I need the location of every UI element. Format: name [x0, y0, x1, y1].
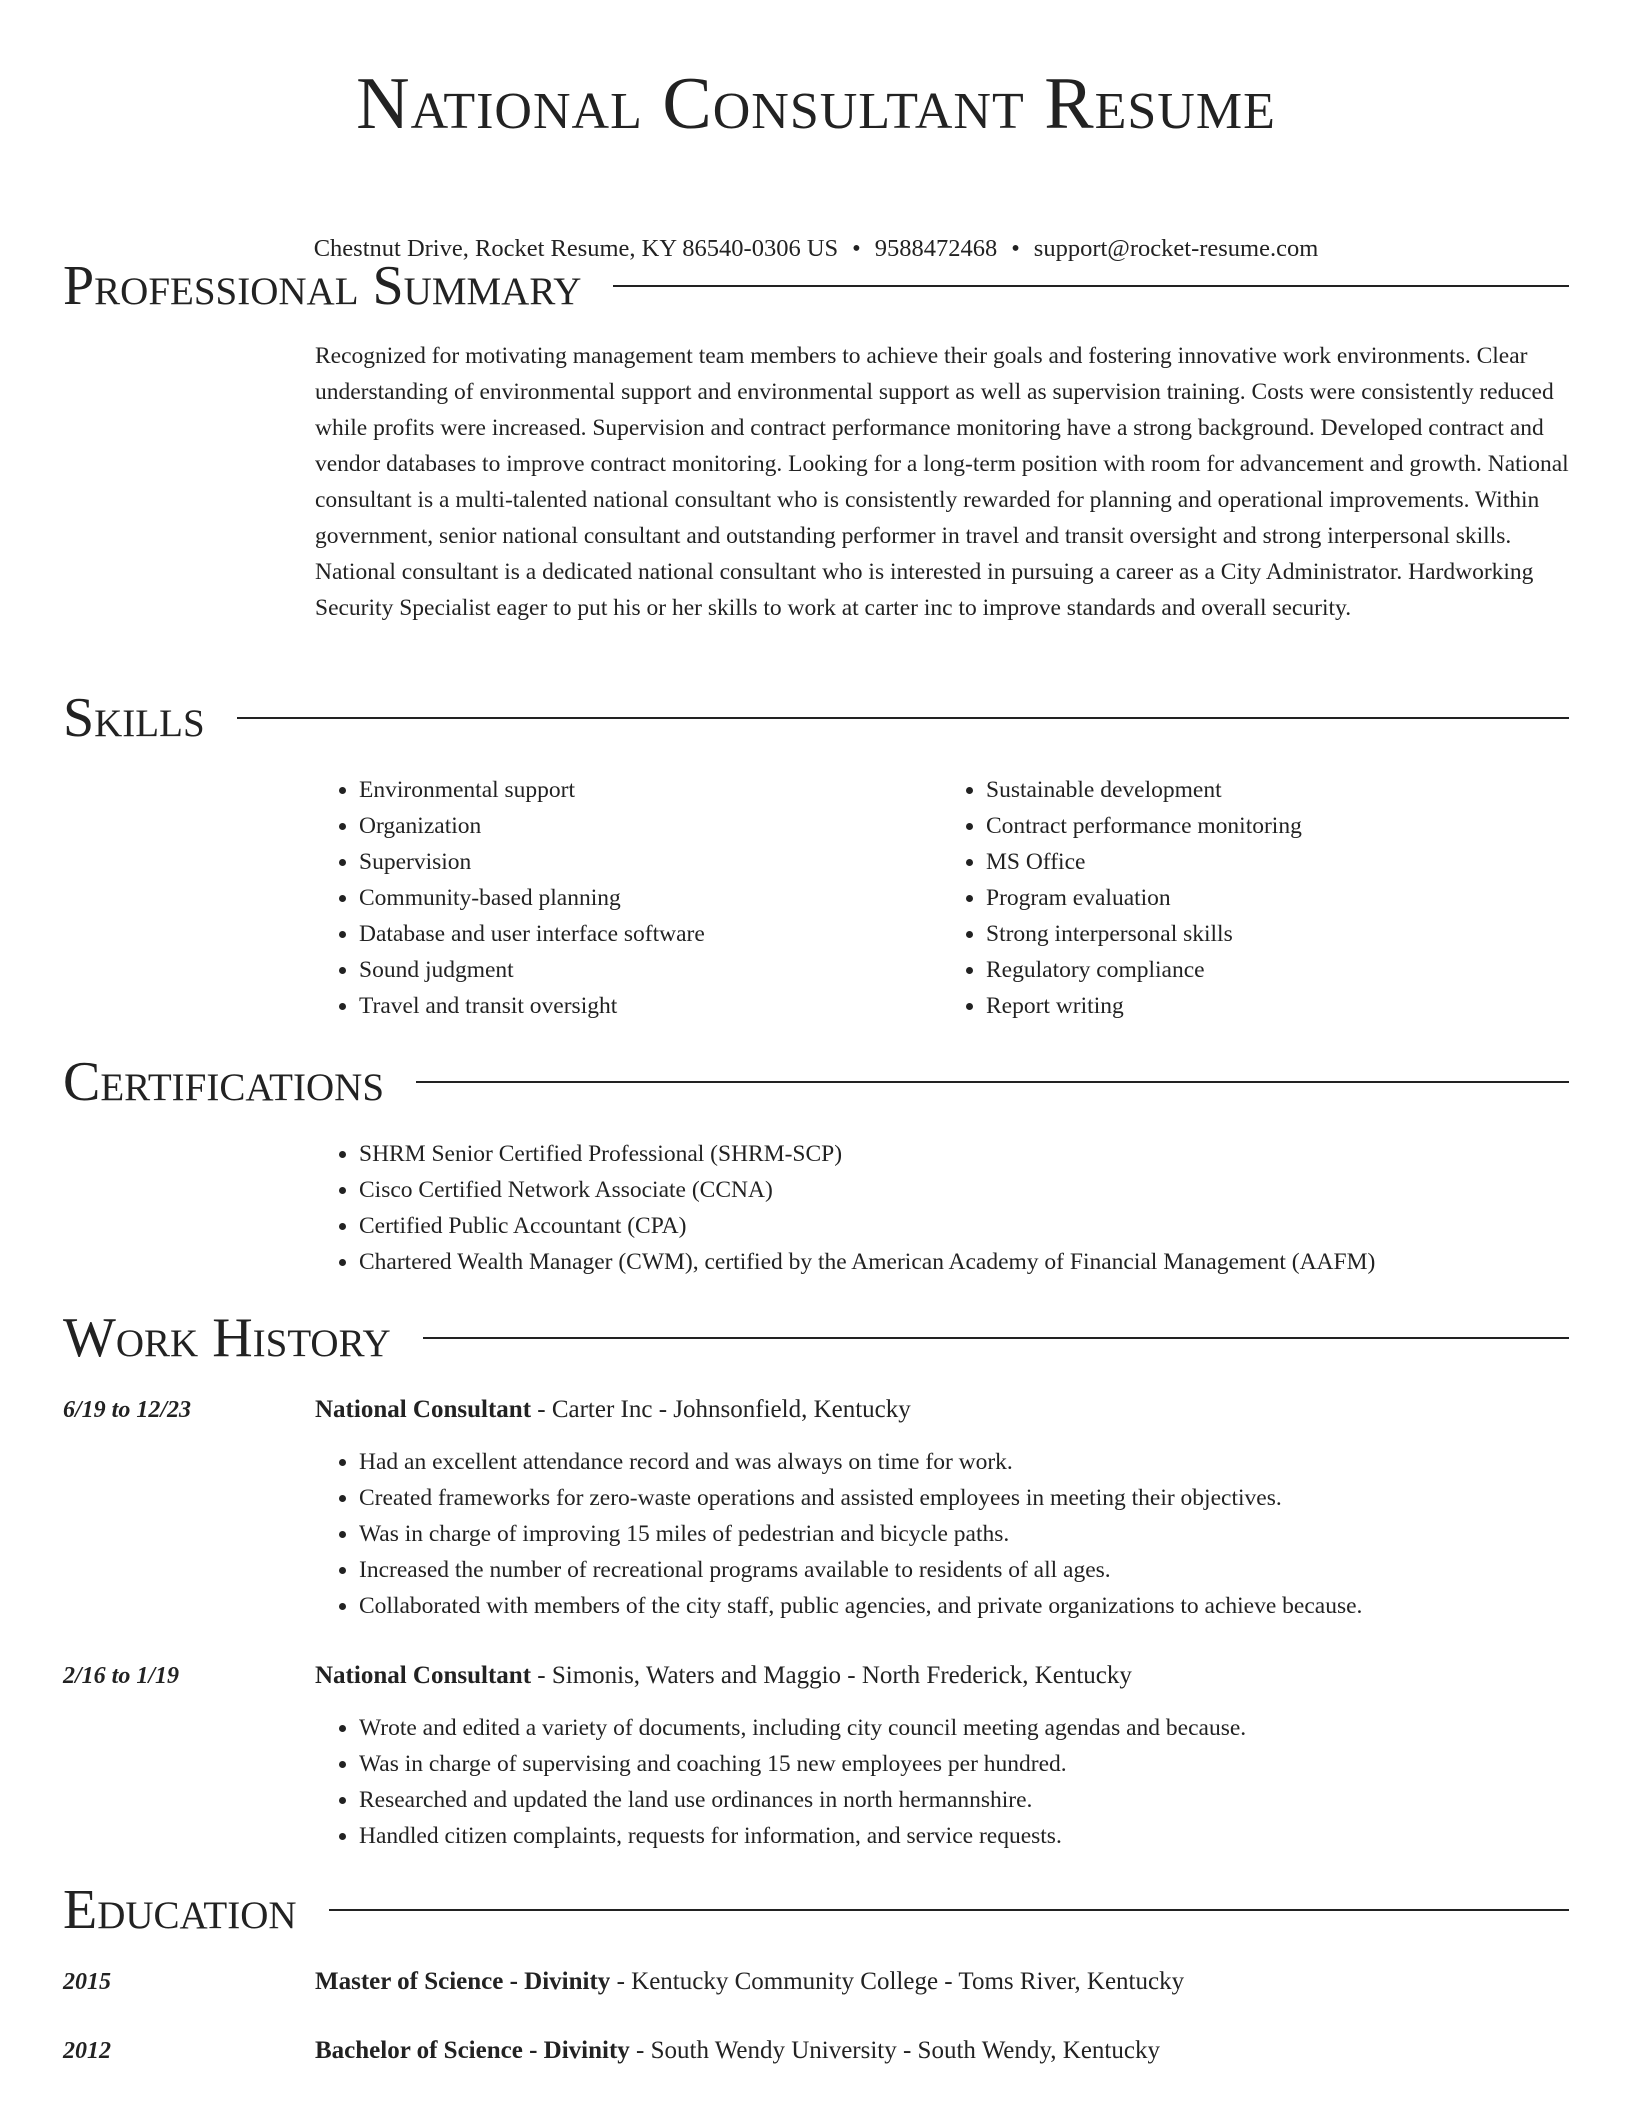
job-bullet: • Wrote and edited a variety of documents, including city council meeting agendas and because. — [359, 1710, 1569, 1746]
section-divider — [237, 717, 1569, 719]
job-employer: - Simonis, Waters and Maggio - North Frederick, Kentucky — [531, 1662, 1132, 1689]
summary-heading: Professional Summary — [63, 255, 582, 317]
skill-item: • Travel and transit oversight — [359, 988, 942, 1024]
education-heading: Education — [63, 1879, 297, 1941]
job-bullet: • Increased the number of recreational programs available to residents of all ages. — [359, 1552, 1569, 1588]
education-degree: Bachelor of Science - Divinity — [315, 2037, 630, 2064]
certification-item: • Chartered Wealth Manager (CWM), certified by the American Academy of Financial Management (AAFM) — [359, 1244, 1569, 1280]
education-school: - South Wendy University - South Wendy, Kentucky — [629, 2037, 1160, 2064]
job-employer: - Carter Inc - Johnsonfield, Kentucky — [531, 1396, 911, 1423]
certifications-section-header — [63, 1052, 1569, 1112]
skill-item: • Database and user interface software — [359, 916, 942, 952]
education-year: 2012 — [63, 2038, 111, 2064]
skills-list — [315, 772, 1569, 1024]
section-divider — [329, 1909, 1569, 1911]
job-bullet: • Researched and updated the land use ordinances in north hermannshire. — [359, 1782, 1569, 1818]
skills-column-left — [315, 772, 942, 1024]
contact-email[interactable]: support@rocket-resume.com — [1033, 235, 1319, 262]
skill-item: • Contract performance monitoring — [986, 808, 1569, 844]
job-title: National Consultant — [315, 1662, 532, 1689]
skill-item: • Environmental support — [359, 772, 942, 808]
job-title: National Consultant — [315, 1396, 532, 1423]
education-school: - Kentucky Community College - Toms River, Kentucky — [610, 1968, 1185, 1995]
certification-item: • Certified Public Accountant (CPA) — [359, 1208, 1569, 1244]
skill-item: • Report writing — [986, 988, 1569, 1024]
job-bullet: • Handled citizen complaints, requests for information, and service requests. — [359, 1818, 1569, 1854]
job-bullet: • Had an excellent attendance record and was always on time for work. — [359, 1444, 1569, 1480]
job-title-line — [315, 1658, 1132, 1694]
certification-item: • Cisco Certified Network Associate (CCNA) — [359, 1172, 1569, 1208]
job-title-line — [315, 1392, 911, 1428]
education-section-header — [63, 1880, 1569, 1940]
job-bullet: • Created frameworks for zero-waste operations and assisted employees in meeting their objectives. — [359, 1480, 1569, 1516]
contact-address: Chestnut Drive, Rocket Resume, KY 86540-0306 US — [313, 235, 839, 262]
education-entry — [315, 1964, 1184, 2000]
summary-text: Recognized for motivating management team members to achieve their goals and fostering innovative work environments. Clear understanding of environmental support and environmental support as well as supervision training. Costs were consistently reduced while profits were increased. Supervision and contract performance monitoring have a strong background. Developed contract and vendor databases to improve contract monitoring. Looking for a long-term position with room for advancement and growth. National consultant is a multi-talented national consultant who is consistently rewarded for planning and operational improvements. Within government, senior national consultant and outstanding performer in travel and transit oversight and strong interpersonal skills. National consultant is a dedicated national consultant who is interested in pursuing a career as a City Administrator. Hardworking Security Specialist eager to put his or her skills to work at carter inc to improve standards and overall security. — [315, 343, 1569, 621]
certifications-heading: Certifications — [63, 1051, 385, 1113]
job-bullet: • Was in charge of improving 15 miles of pedestrian and bicycle paths. — [359, 1516, 1569, 1552]
skill-item: • Regulatory compliance — [986, 952, 1569, 988]
skills-section-header — [63, 688, 1569, 748]
section-divider — [423, 1337, 1569, 1339]
education-entry — [315, 2033, 1160, 2069]
resume-title: National Consultant Resume — [356, 63, 1276, 145]
skill-item: • Program evaluation — [986, 880, 1569, 916]
skill-item: • Organization — [359, 808, 942, 844]
certifications-list — [315, 1136, 1569, 1280]
job-bullet: • Collaborated with members of the city staff, public agencies, and private organizations to achieve because. — [359, 1588, 1569, 1624]
job-dates: 6/19 to 12/23 — [63, 1397, 192, 1423]
summary-section-header — [63, 256, 1569, 316]
work-section-header — [63, 1308, 1569, 1368]
skill-item: • Strong interpersonal skills — [986, 916, 1569, 952]
contact-phone: 9588472468 — [874, 235, 998, 262]
contact-separator: • — [852, 235, 861, 262]
contact-separator: • — [1011, 235, 1020, 262]
skill-item: • Supervision — [359, 844, 942, 880]
skill-item: • Sound judgment — [359, 952, 942, 988]
job-dates: 2/16 to 1/19 — [63, 1663, 180, 1689]
skill-item: • Community-based planning — [359, 880, 942, 916]
skill-item: • MS Office — [986, 844, 1569, 880]
skill-item: • Sustainable development — [986, 772, 1569, 808]
section-divider — [613, 285, 1569, 287]
job-bullets — [315, 1444, 1569, 1624]
skills-column-right — [942, 772, 1569, 1024]
education-degree: Master of Science - Divinity — [315, 1968, 611, 1995]
skills-heading: Skills — [63, 687, 205, 749]
education-year: 2015 — [63, 1969, 111, 1995]
certification-item: • SHRM Senior Certified Professional (SHRM-SCP) — [359, 1136, 1569, 1172]
job-bullet: • Was in charge of supervising and coaching 15 new employees per hundred. — [359, 1746, 1569, 1782]
section-divider — [416, 1081, 1569, 1083]
job-bullets — [315, 1710, 1569, 1854]
work-heading: Work History — [63, 1307, 391, 1369]
